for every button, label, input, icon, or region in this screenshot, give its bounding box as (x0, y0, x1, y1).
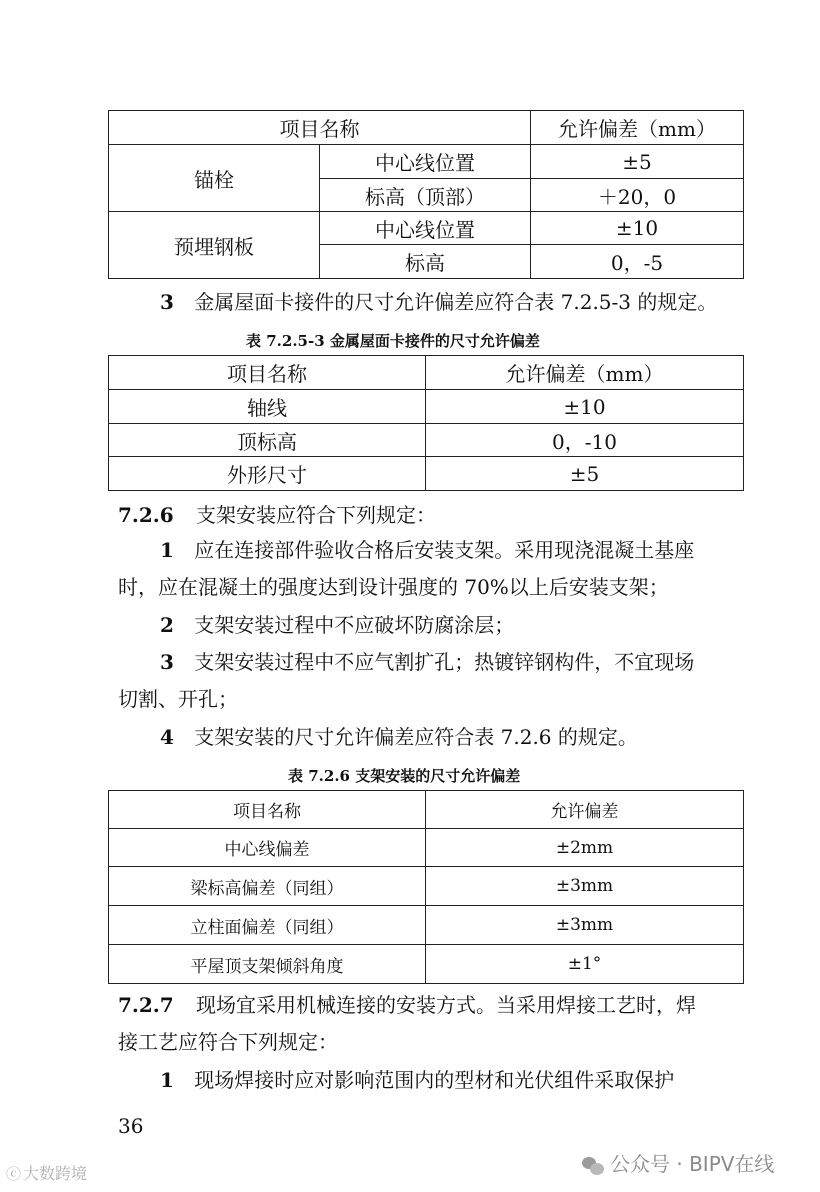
tolerance-cell: ±1° (426, 945, 744, 984)
section-7-2-7-heading (118, 987, 696, 1023)
table-row (109, 145, 744, 179)
item-cell: 顶标高 (109, 424, 426, 457)
item-cell: 标高 (320, 245, 531, 279)
header-name-cell: 项目名称 (109, 791, 426, 829)
tolerance-cell: ±2mm (426, 829, 744, 867)
table-caption: 表 7.2.5-3 金属屋面卡接件的尺寸允许偏差 (246, 332, 540, 350)
table-row (109, 457, 744, 491)
item-text: 支架安装过程中不应气割扩孔；热镀锌钢构件，不宜现场 (194, 650, 695, 674)
anchor-tolerance-table (108, 110, 744, 279)
item-cell: 标高（顶部） (320, 179, 531, 212)
item-cell: 外形尺寸 (109, 457, 426, 491)
clause-number: 3 (160, 290, 174, 314)
item-number: 2 (160, 613, 174, 637)
table-row (109, 829, 744, 867)
item-cell: 中心线偏差 (109, 829, 426, 867)
table-row (109, 945, 744, 984)
tolerance-cell: ±5 (426, 457, 744, 491)
header-name-cell: 项目名称 (109, 111, 531, 145)
tolerance-cell: 0，-5 (531, 245, 744, 279)
table-row (109, 390, 744, 424)
item-number: 1 (160, 1068, 174, 1092)
item-cell: 立柱面偏差（同组） (109, 906, 426, 945)
section-number: 7.2.6 (118, 503, 174, 527)
item-3-continuation: 切割、开孔； (118, 687, 238, 711)
group-cell-embedded-plate: 预埋钢板 (109, 212, 320, 279)
table-row (109, 424, 744, 457)
clause-3 (160, 284, 717, 320)
header-tolerance-cell: 允许偏差 (426, 791, 744, 829)
tolerance-cell: 0，-10 (426, 424, 744, 457)
header-name-cell: 项目名称 (109, 356, 426, 390)
tolerance-cell: ±10 (531, 212, 744, 245)
watermark-right (582, 1148, 774, 1177)
header-tolerance-cell: 允许偏差（mm） (426, 356, 744, 390)
tolerance-cell: ±3mm (426, 867, 744, 906)
table-row (109, 867, 744, 906)
item-1 (160, 532, 694, 568)
item-cell: 平屋顶支架倾斜角度 (109, 945, 426, 984)
item-3 (160, 644, 694, 680)
tolerance-cell: ±3mm (426, 906, 744, 945)
item-text: 现场焊接时应对影响范围内的型材和光伏组件采取保护 (194, 1068, 675, 1092)
item-number: 4 (160, 725, 174, 749)
section-text: 现场宜采用机械连接的安装方式。当采用焊接工艺时，焊 (196, 993, 697, 1017)
header-tolerance-cell: 允许偏差（mm） (531, 111, 744, 145)
clip-tolerance-table (108, 355, 744, 491)
item-cell: 中心线位置 (320, 145, 531, 179)
item-text: 应在连接部件验收合格后安装支架。采用现浇混凝土基座 (194, 538, 695, 562)
item-number: 1 (160, 538, 174, 562)
item-text: 支架安装的尺寸允许偏差应符合表 7.2.6 的规定。 (194, 725, 638, 749)
section-number: 7.2.7 (118, 993, 174, 1017)
clause-text: 金属屋面卡接件的尺寸允许偏差应符合表 7.2.5-3 的规定。 (194, 290, 718, 314)
support-tolerance-table (108, 790, 744, 984)
item-1-continuation: 时，应在混凝土的强度达到设计强度的 70%以上后安装支架； (118, 575, 669, 599)
watermark-right-text: 公众号 · BIPV在线 (610, 1152, 775, 1176)
item-text: 支架安装过程中不应破坏防腐涂层； (194, 613, 515, 637)
watermark-left (6, 1161, 87, 1184)
table-row (109, 906, 744, 945)
section-title: 支架安装应符合下列规定： (196, 503, 437, 527)
table-header-row (109, 791, 744, 829)
item-1 (160, 1062, 674, 1098)
wechat-icon (582, 1157, 604, 1175)
item-number: 3 (160, 650, 174, 674)
tolerance-cell: ±5 (531, 145, 744, 179)
item-cell: 轴线 (109, 390, 426, 424)
page-number: 36 (118, 1114, 144, 1138)
table-header-row (109, 111, 744, 145)
table-row (109, 212, 744, 245)
table-caption: 表 7.2.6 支架安装的尺寸允许偏差 (288, 767, 521, 785)
section-7-2-6-heading (118, 497, 436, 533)
tolerance-cell: ＋20，0 (531, 179, 744, 212)
tolerance-cell: ±10 (426, 390, 744, 424)
section-7-2-7-continuation: 接工艺应符合下列规定： (118, 1030, 338, 1054)
item-4 (160, 719, 638, 755)
watermark-left-text: 大数跨境 (23, 1164, 88, 1183)
item-2 (160, 607, 514, 643)
group-cell-anchor-bolt: 锚栓 (109, 145, 320, 212)
item-cell: 中心线位置 (320, 212, 531, 245)
watermark-logo-icon: ⓒ (6, 1165, 22, 1183)
item-cell: 梁标高偏差（同组） (109, 867, 426, 906)
table-header-row (109, 356, 744, 390)
